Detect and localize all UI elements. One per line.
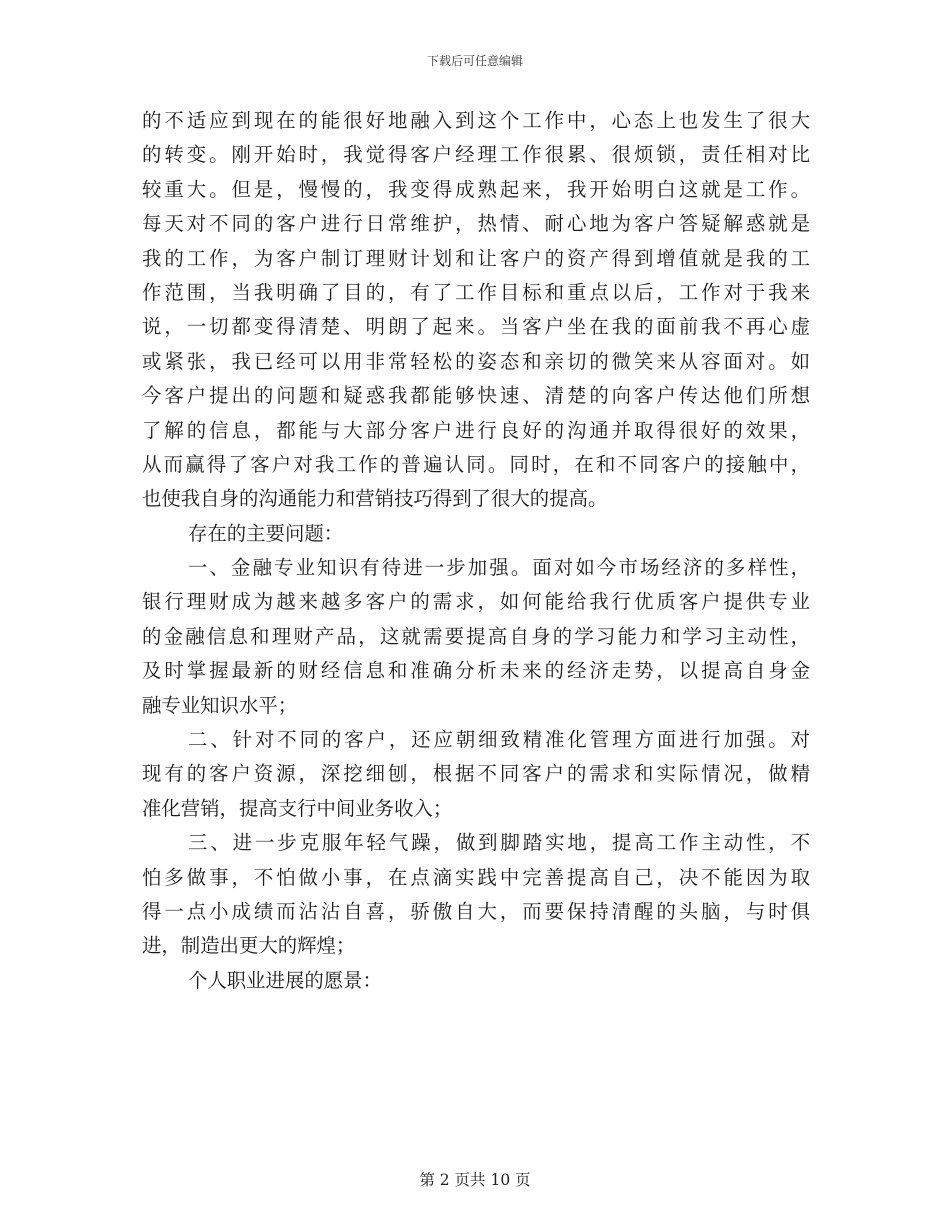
section-heading-vision: 个人职业进展的愿景：	[188, 968, 382, 992]
body-line: 的不适应到现在的能很好地融入到这个工作中，心态上也发生了很大	[142, 109, 810, 132]
body-line: 今客户提出的问题和疑惑我都能够快速、清楚的向客户传达他们所想	[142, 384, 810, 408]
body-line: 二、针对不同的客户，还应朝细致精准化管理方面进行加强。对	[188, 728, 810, 752]
body-line: 也使我自身的沟通能力和营销技巧得到了很大的提高。	[142, 487, 608, 511]
body-line: 我的工作，为客户制订理财计划和让客户的资产得到增值就是我的工	[142, 246, 810, 270]
document-body	[142, 104, 810, 998]
body-line: 较重大。但是，慢慢的，我变得成熟起来，我开始明白这就是工作。	[142, 177, 810, 201]
body-line: 每天对不同的客户进行日常维护，热情、耐心地为客户答疑解惑就是	[142, 212, 810, 236]
body-line: 怕多做事，不怕做小事，在点滴实践中完善提高自己，决不能因为取	[142, 865, 810, 889]
body-line: 得一点小成绩而沾沾自喜，骄傲自大，而要保持清醒的头脑，与时俱	[142, 899, 810, 923]
body-line: 作范围，当我明确了目的，有了工作目标和重点以后，工作对于我来	[142, 280, 810, 304]
body-line: 及时掌握最新的财经信息和准确分析未来的经济走势，以提高自身金	[142, 659, 810, 683]
body-line: 进，制造出更大的辉煌；	[142, 934, 356, 958]
page-number: 第 2 页共 10 页	[419, 1171, 531, 1189]
body-line: 或紧张，我已经可以用非常轻松的姿态和亲切的微笑来从容面对。如	[142, 349, 810, 373]
body-line: 准化营销，提高支行中间业务收入；	[142, 796, 453, 820]
body-line: 说，一切都变得清楚、明朗了起来。当客户坐在我的面前我不再心虚	[142, 315, 810, 339]
body-line: 一、金融专业知识有待进一步加强。面对如今市场经济的多样性，	[188, 556, 810, 580]
body-line: 现有的客户资源，深挖细刨，根据不同客户的需求和实际情况，做精	[142, 762, 810, 786]
body-line: 三、进一步克服年轻气躁，做到脚踏实地，提高工作主动性，不	[188, 831, 810, 855]
body-line: 银行理财成为越来越多客户的需求，如何能给我行优质客户提供专业	[142, 590, 810, 614]
page-header: 下载后可任意编辑	[426, 54, 523, 68]
body-line: 的金融信息和理财产品，这就需要提高自身的学习能力和学习主动性，	[142, 624, 810, 648]
body-line: 了解的信息，都能与大部分客户进行良好的沟通并取得很好的效果，	[142, 418, 810, 442]
body-line: 从而赢得了客户对我工作的普遍认同。同时，在和不同客户的接触中，	[142, 452, 810, 476]
body-line: 的转变。刚开始时，我觉得客户经理工作很累、很烦锁，责任相对比	[142, 143, 810, 167]
section-heading-problems: 存在的主要问题：	[188, 521, 344, 545]
body-line: 融专业知识水平；	[142, 693, 298, 717]
